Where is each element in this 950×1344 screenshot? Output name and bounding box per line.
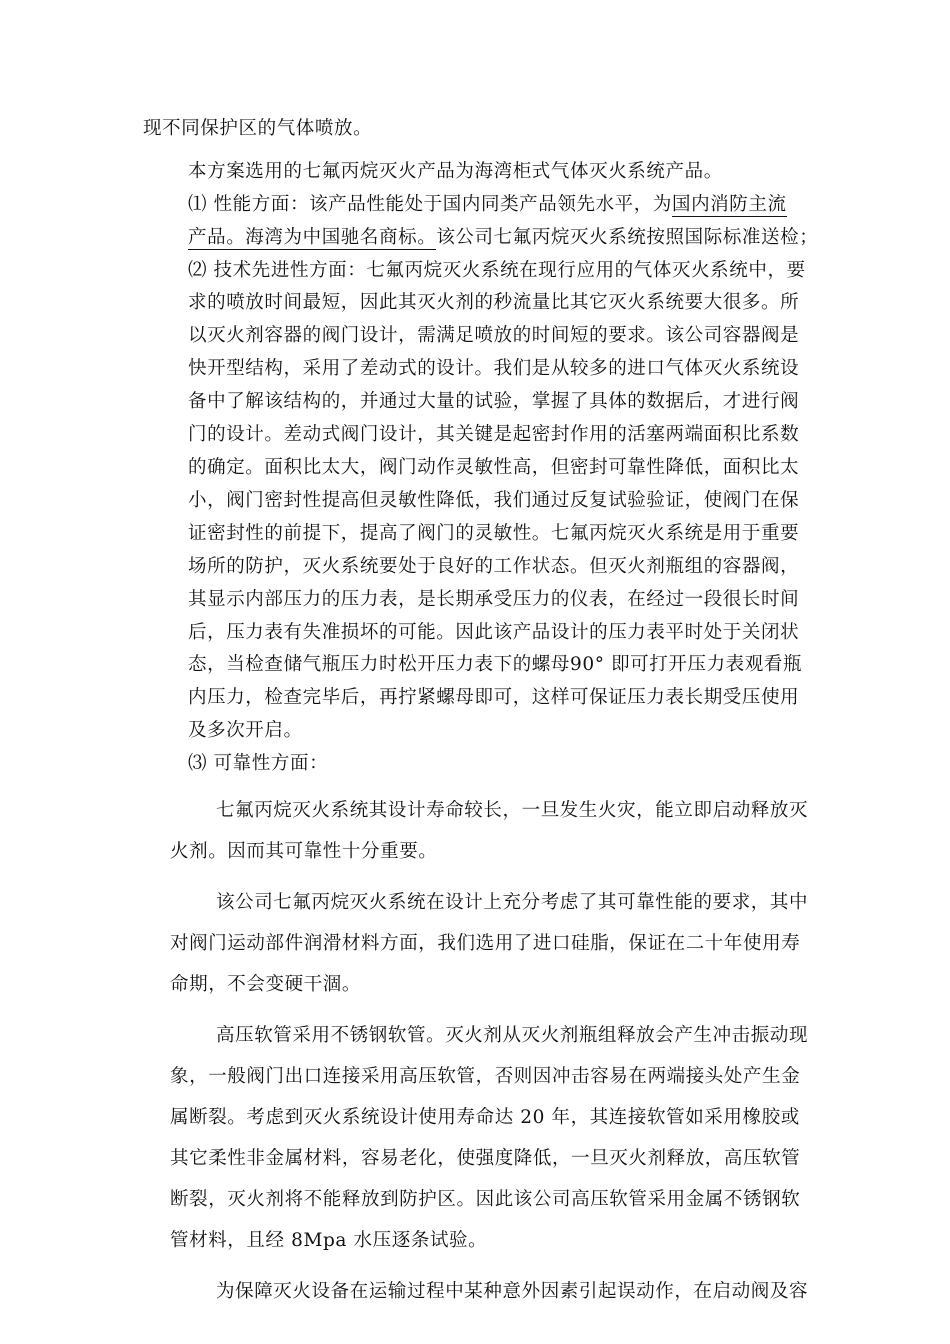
text-run: 门的设计。差动式阀门设计，其关键是起密封作用的活塞两端面积比系数 [188, 424, 800, 445]
text-run: 后，压力表有失准损坏的可能。因此该产品设计的压力表平时处于关闭状 [188, 622, 800, 643]
underlined-text: 国内消防主流 [671, 194, 787, 215]
text-line [170, 973, 361, 997]
text-run: 场所的防护，灭火系统要处于良好的工作状态。但灭火剂瓶组的容器阀， [188, 556, 800, 577]
text-run: 小，阀门密封性提高但灵敏性降低，我们通过反复试验验证，使阀门在保 [188, 490, 800, 511]
text-line [188, 226, 818, 250]
text-line [188, 423, 799, 447]
text-line [188, 456, 799, 480]
text-run: 内压力，检查完毕后，再拧紧螺母即可，这样可保证压力表长期受压使用 [188, 687, 800, 708]
text-line [188, 653, 802, 677]
text-run: 对阀门运动部件润滑材料方面，我们选用了进口硅脂，保证在二十年使用寿 [170, 933, 801, 954]
paragraph-first-line [216, 1024, 808, 1048]
text-run: 命期，不会变硬干涸。 [170, 974, 362, 995]
paragraph-first-line [216, 891, 808, 915]
text-line [188, 522, 799, 546]
text-run: ⑴ 性能方面：该产品性能处于国内同类产品领先水平，为 [188, 194, 672, 215]
underlined-text: 产品。海湾为中国驰名商标。 [188, 227, 437, 248]
text-run: 管材料，且经 8Mpa 水压逐条试验。 [170, 1230, 488, 1251]
text-run: 其它柔性非金属材料，容易老化，使强度降低，一旦灭火剂释放，高压软管 [170, 1148, 801, 1169]
text-line [170, 1229, 487, 1253]
text-run: 火剂。因而其可靠性十分重要。 [170, 841, 438, 862]
text-line [188, 324, 799, 348]
text-run: 该公司七氟丙烷灭火系统在设计上充分考虑了其可靠性能的要求，其中 [216, 892, 809, 913]
text-line [170, 1147, 800, 1171]
text-line [188, 357, 799, 381]
text-run: 七氟丙烷灭火系统其设计寿命较长，一旦发生火灾，能立即启动释放灭 [216, 800, 809, 821]
paragraph-first-line [216, 1280, 808, 1304]
text-line [188, 686, 799, 710]
text-line [170, 1106, 800, 1130]
text-run: 及多次开启。 [188, 720, 303, 741]
text-run: 该公司七氟丙烷灭火系统按照国际标准送检； [436, 227, 819, 248]
text-line [170, 840, 437, 864]
text-run: 其显示内部压力的压力表，是长期承受压力的仪表，在经过一段很长时间 [188, 589, 800, 610]
text-line [188, 291, 799, 315]
text-run: 的确定。面积比太大，阀门动作灵敏性高，但密封可靠性降低，面积比太 [188, 457, 800, 478]
text-line [188, 621, 799, 645]
text-run: 态，当检查储气瓶压力时松开压力表下的螺母90° 即可打开压力表观看瓶 [188, 654, 803, 675]
text-run: 证密封性的前提下，提高了阀门的灵敏性。七氟丙烷灭火系统是用于重要 [188, 523, 800, 544]
text-run: 为保障灭火设备在运输过程中某种意外因素引起误动作，在启动阀及容 [216, 1281, 809, 1302]
text-line [170, 932, 800, 956]
paragraph-first-line [188, 160, 723, 184]
text-line [188, 390, 799, 414]
text-run: ⑵ 技术先进性方面：七氟丙烷灭火系统在现行应用的气体灭火系统中，要 [188, 260, 806, 281]
text-line [170, 1188, 800, 1212]
list-item-performance [188, 193, 787, 217]
text-run: 求的喷放时间最短，因此其灭火剂的秒流量比其它灭火系统要大很多。所 [188, 292, 800, 313]
text-run: 以灭火剂容器的阀门设计，需满足喷放的时间短的要求。该公司容器阀是 [188, 325, 800, 346]
paragraph-first-line [216, 799, 808, 823]
text-line [188, 719, 303, 743]
text-line [188, 489, 799, 513]
text-run: 高压软管采用不锈钢软管。灭火剂从灭火剂瓶组释放会产生冲击振动现 [216, 1025, 809, 1046]
text-run: ⑶ 可靠性方面： [188, 753, 329, 774]
text-run: 备中了解该结构的，并通过大量的试验，掌握了具体的数据后，才进行阀 [188, 391, 800, 412]
list-item-reliability [188, 752, 328, 776]
text-line [188, 588, 799, 612]
list-item-technology [188, 259, 806, 283]
text-run: 快开型结构，采用了差动式的设计。我们是从较多的进口气体灭火系统设 [188, 358, 800, 379]
text-run: 本方案选用的七氟丙烷灭火产品为海湾柜式气体灭火系统产品。 [188, 161, 723, 182]
text-line [188, 555, 799, 579]
text-run: 断裂，灭火剂将不能释放到防护区。因此该公司高压软管采用金属不锈钢软 [170, 1189, 801, 1210]
text-run: 象，一般阀门出口连接采用高压软管，否则因冲击容易在两端接头处产生金 [170, 1066, 801, 1087]
text-run: 现不同保护区的气体喷放。 [143, 118, 373, 139]
text-line [170, 1065, 800, 1089]
text-line [143, 117, 372, 141]
text-run: 属断裂。考虑到灭火系统设计使用寿命达 20 年，其连接软管如采用橡胶或 [170, 1107, 800, 1128]
